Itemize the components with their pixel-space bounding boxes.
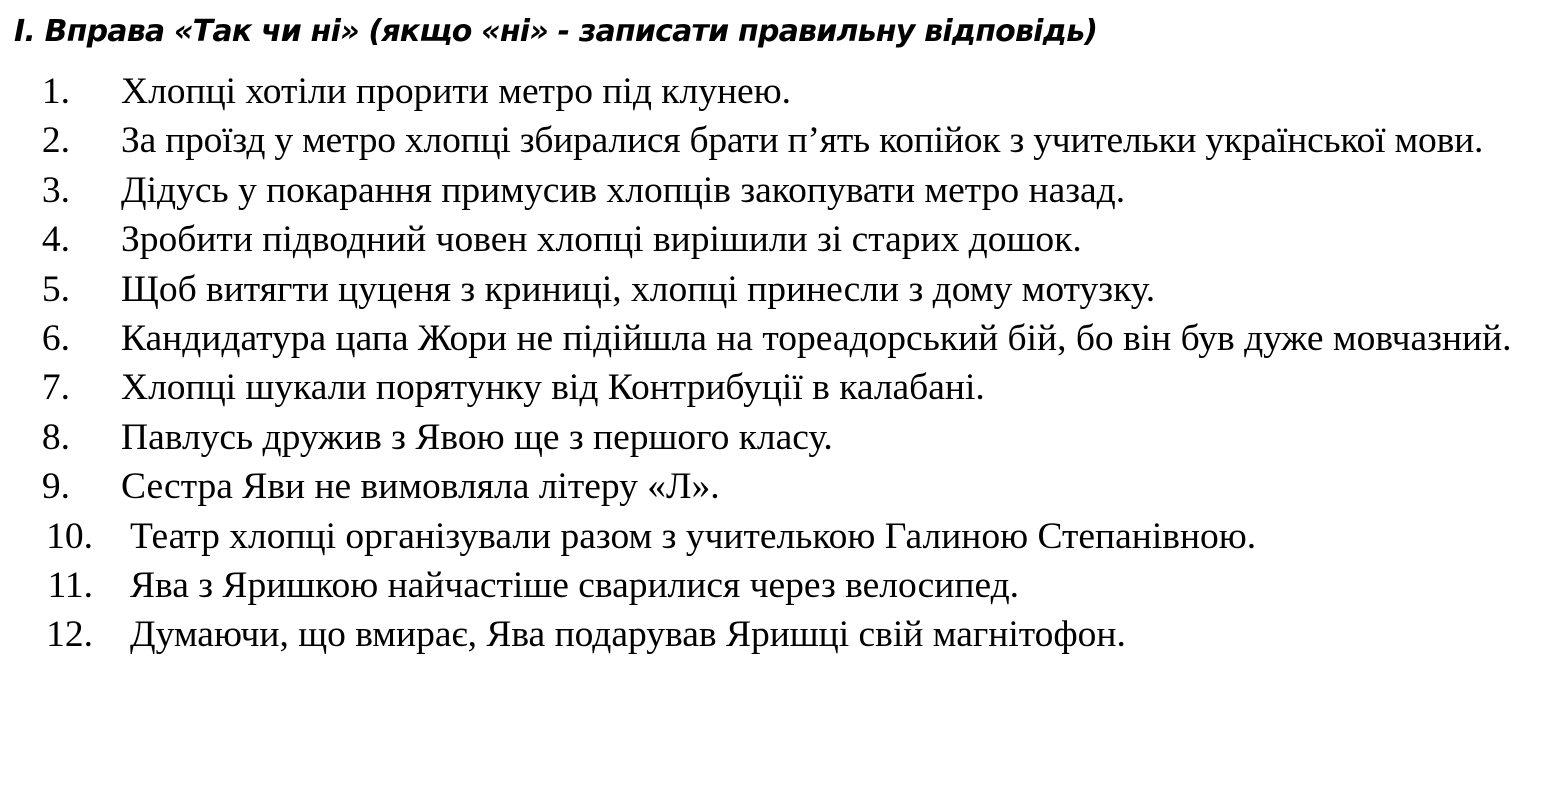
item-number: 7. xyxy=(41,367,70,409)
statement-list xyxy=(0,67,1565,660)
list-item xyxy=(0,314,1541,363)
item-number: 8. xyxy=(41,416,70,458)
list-item xyxy=(0,413,1541,462)
list-item xyxy=(0,265,1541,314)
item-number: 2. xyxy=(41,120,70,162)
item-number: 10. xyxy=(46,515,93,557)
list-item xyxy=(0,215,1541,264)
list-item xyxy=(0,166,1541,215)
item-text: Хлопці хотіли прорити метро під клунею. xyxy=(121,71,792,112)
item-number: 5. xyxy=(41,268,70,310)
item-text: Ява з Яришкою найчастіше сварилися через велосипед. xyxy=(130,565,1020,607)
item-text: Дідусь у покарання примусив хлопців закопувати метро назад. xyxy=(121,169,1126,211)
item-text: Хлопці шукали порятунку від Контрибуції в калабані. xyxy=(121,367,985,409)
item-text: Кандидатура цапа Жори не підійшла на тореадорський бій, бо він був дуже мовчазний. xyxy=(121,318,1512,360)
list-item xyxy=(0,610,1550,659)
item-number: 4. xyxy=(41,219,70,261)
exercise-title: I. Вправа «Так чи ні» (якщо «ні» - записати правильну відповідь) xyxy=(14,14,1098,49)
item-number: 11. xyxy=(47,565,93,607)
item-text: Сестра Яви не вимовляла літеру «Л». xyxy=(121,466,720,508)
list-item xyxy=(0,363,1541,412)
list-item xyxy=(0,561,1550,610)
item-number: 9. xyxy=(41,466,70,508)
item-text: Думаючи, що вмирає, Ява подарував Яришці свій магнітофон. xyxy=(130,614,1126,656)
list-item xyxy=(0,512,1550,561)
item-number: 3. xyxy=(41,169,70,211)
item-number: 1. xyxy=(41,71,70,112)
item-text: Театр хлопці організували разом з учителькою Галиною Степанівною. xyxy=(130,515,1257,557)
item-text: За проїзд у метро хлопці збиралися брати п’ять копійок з учительки української мови. xyxy=(121,120,1484,162)
list-item xyxy=(0,462,1541,511)
item-text: Щоб витягти цуценя з криниці, хлопці принесли з дому мотузку. xyxy=(121,268,1156,310)
item-text: Зробити підводний човен хлопці вирішили зі старих дошок. xyxy=(121,219,1082,261)
item-text: Павлусь дружив з Явою ще з першого класу. xyxy=(121,416,833,458)
list-item xyxy=(0,116,1541,165)
item-number: 6. xyxy=(41,318,70,360)
list-item xyxy=(0,67,1541,116)
item-number: 12. xyxy=(46,614,93,656)
